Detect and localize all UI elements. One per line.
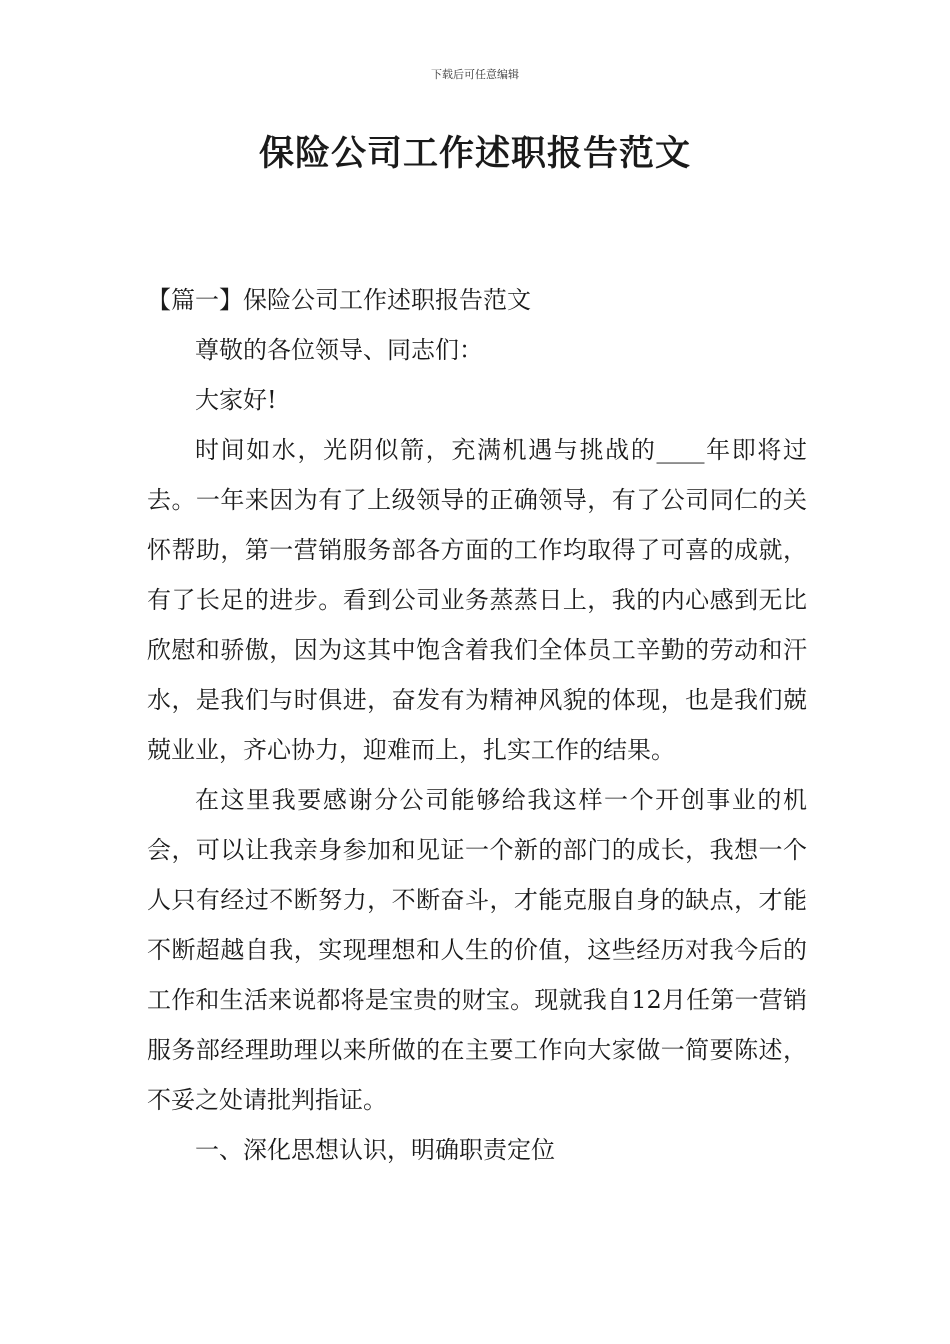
- document-title: 保险公司工作述职报告范文: [258, 134, 691, 174]
- paragraph-2: 在这里我要感谢分公司能够给我这样一个开创事业的机会，可以让我亲身参加和见证一个新的部门的成长，我想一个人只有经过不断努力，不断奋斗，才能克服自身的缺点，才能不断超越自我，实现理想和人生的价值，这些经历对我今后的工作和生活来说都将是宝贵的财宝。现就我自12月任第一营销服务部经理助理以来所做的在主要工作向大家做一简要陈述，不妥之处请批判指证。: [147, 786, 807, 1114]
- paragraph-1: 时间如水，光阴似箭，充满机遇与挑战的____年即将过去。一年来因为有了上级领导的正确领导，有了公司同仁的关怀帮助，第一营销服务部各方面的工作均取得了可喜的成就，有了长足的进步。看到公司业务蒸蒸日上，我的内心感到无比欣慰和骄傲，因为这其中饱含着我们全体员工辛勤的劳动和汗水，是我们与时俱进，奋发有为精神风貌的体现，也是我们兢兢业业，齐心协力，迎难而上，扎实工作的结果。: [147, 436, 807, 764]
- page-header-note: 下载后可任意编辑: [431, 68, 519, 81]
- salutation: 尊敬的各位领导、同志们：: [195, 336, 483, 364]
- section-heading-1: 一、深化思想认识，明确职责定位: [195, 1136, 555, 1164]
- section-label: 【篇一】保险公司工作述职报告范文: [147, 286, 531, 314]
- document-body: [147, 275, 807, 1175]
- greeting: 大家好!: [195, 386, 277, 414]
